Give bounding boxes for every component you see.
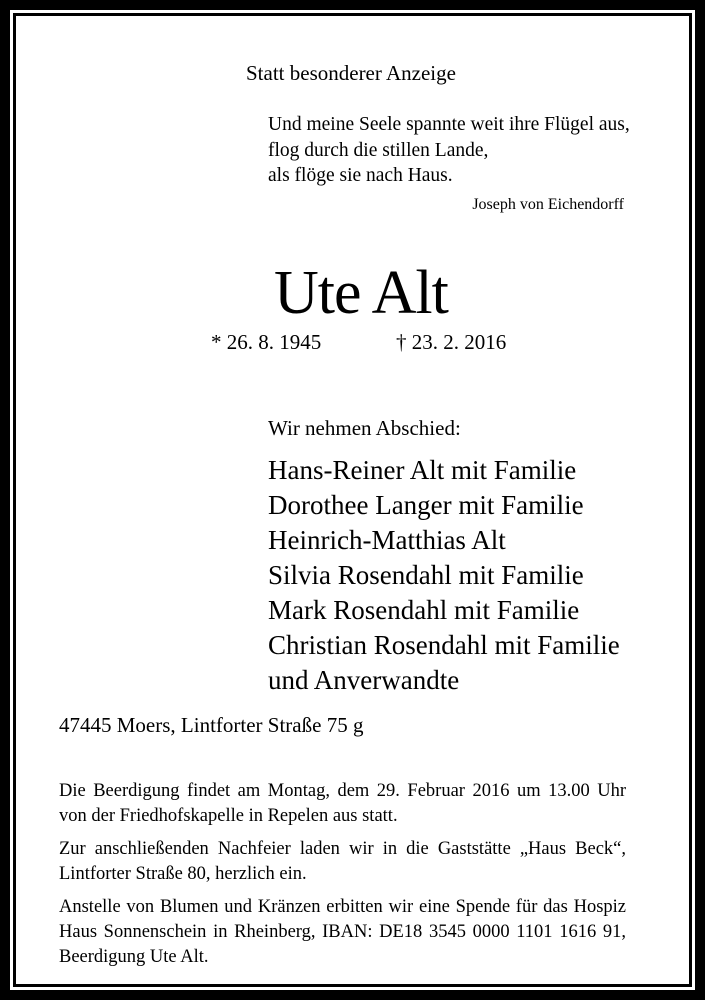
poem [268,112,630,189]
details-paragraph: Die Beerdigung findet am Montag, dem 29. Februar 2016 um 13.00 Uhr von der Friedhofskapelle in Repelen aus statt. [59,781,626,826]
mourner: Dorothee Langer mit Familie [268,490,584,520]
address: 47445 Moers, Lintforter Straße 75 g [59,713,364,737]
mourner: Silvia Rosendahl mit Familie [268,560,584,590]
poem-author: Joseph von Eichendorff [472,196,624,213]
farewell-heading: Wir nehmen Abschied: [268,416,461,440]
deceased-name: Ute Alt [274,259,448,327]
mourners-list [268,453,620,698]
mourner: Mark Rosendahl mit Familie [268,595,580,625]
details-paragraph: Anstelle von Blumen und Kränzen erbitten wir eine Spende für das Hospiz Haus Sonnenschein in Rheinberg, IBAN: DE18 3545 0000 1101 1616 91, Beerdigung Ute Alt. [59,897,626,967]
poem-line: flog durch die stillen Lande, [268,139,489,161]
poem-line: Und meine Seele spannte weit ihre Flügel aus, [268,114,630,135]
outer-border-frame [10,10,695,990]
mourner: Christian Rosendahl mit Familie [268,630,620,660]
mourner: Hans-Reiner Alt mit Familie [268,455,577,485]
birth-date: * 26. 8. 1945 [211,330,322,354]
inner-border-frame [13,13,692,987]
mourner: Heinrich-Matthias Alt [268,525,506,555]
death-date: † 23. 2. 2016 [396,330,507,354]
details-paragraph: Zur anschließenden Nachfeier laden wir in die Gaststätte „Haus Beck“, Lintforter Straße 80, herzlich ein. [59,839,626,884]
funeral-details [59,779,626,978]
mourner: und Anverwandte [268,665,460,695]
poem-line: als flöge sie nach Haus. [268,165,453,186]
intro-heading: Statt besonderer Anzeige [246,61,456,85]
